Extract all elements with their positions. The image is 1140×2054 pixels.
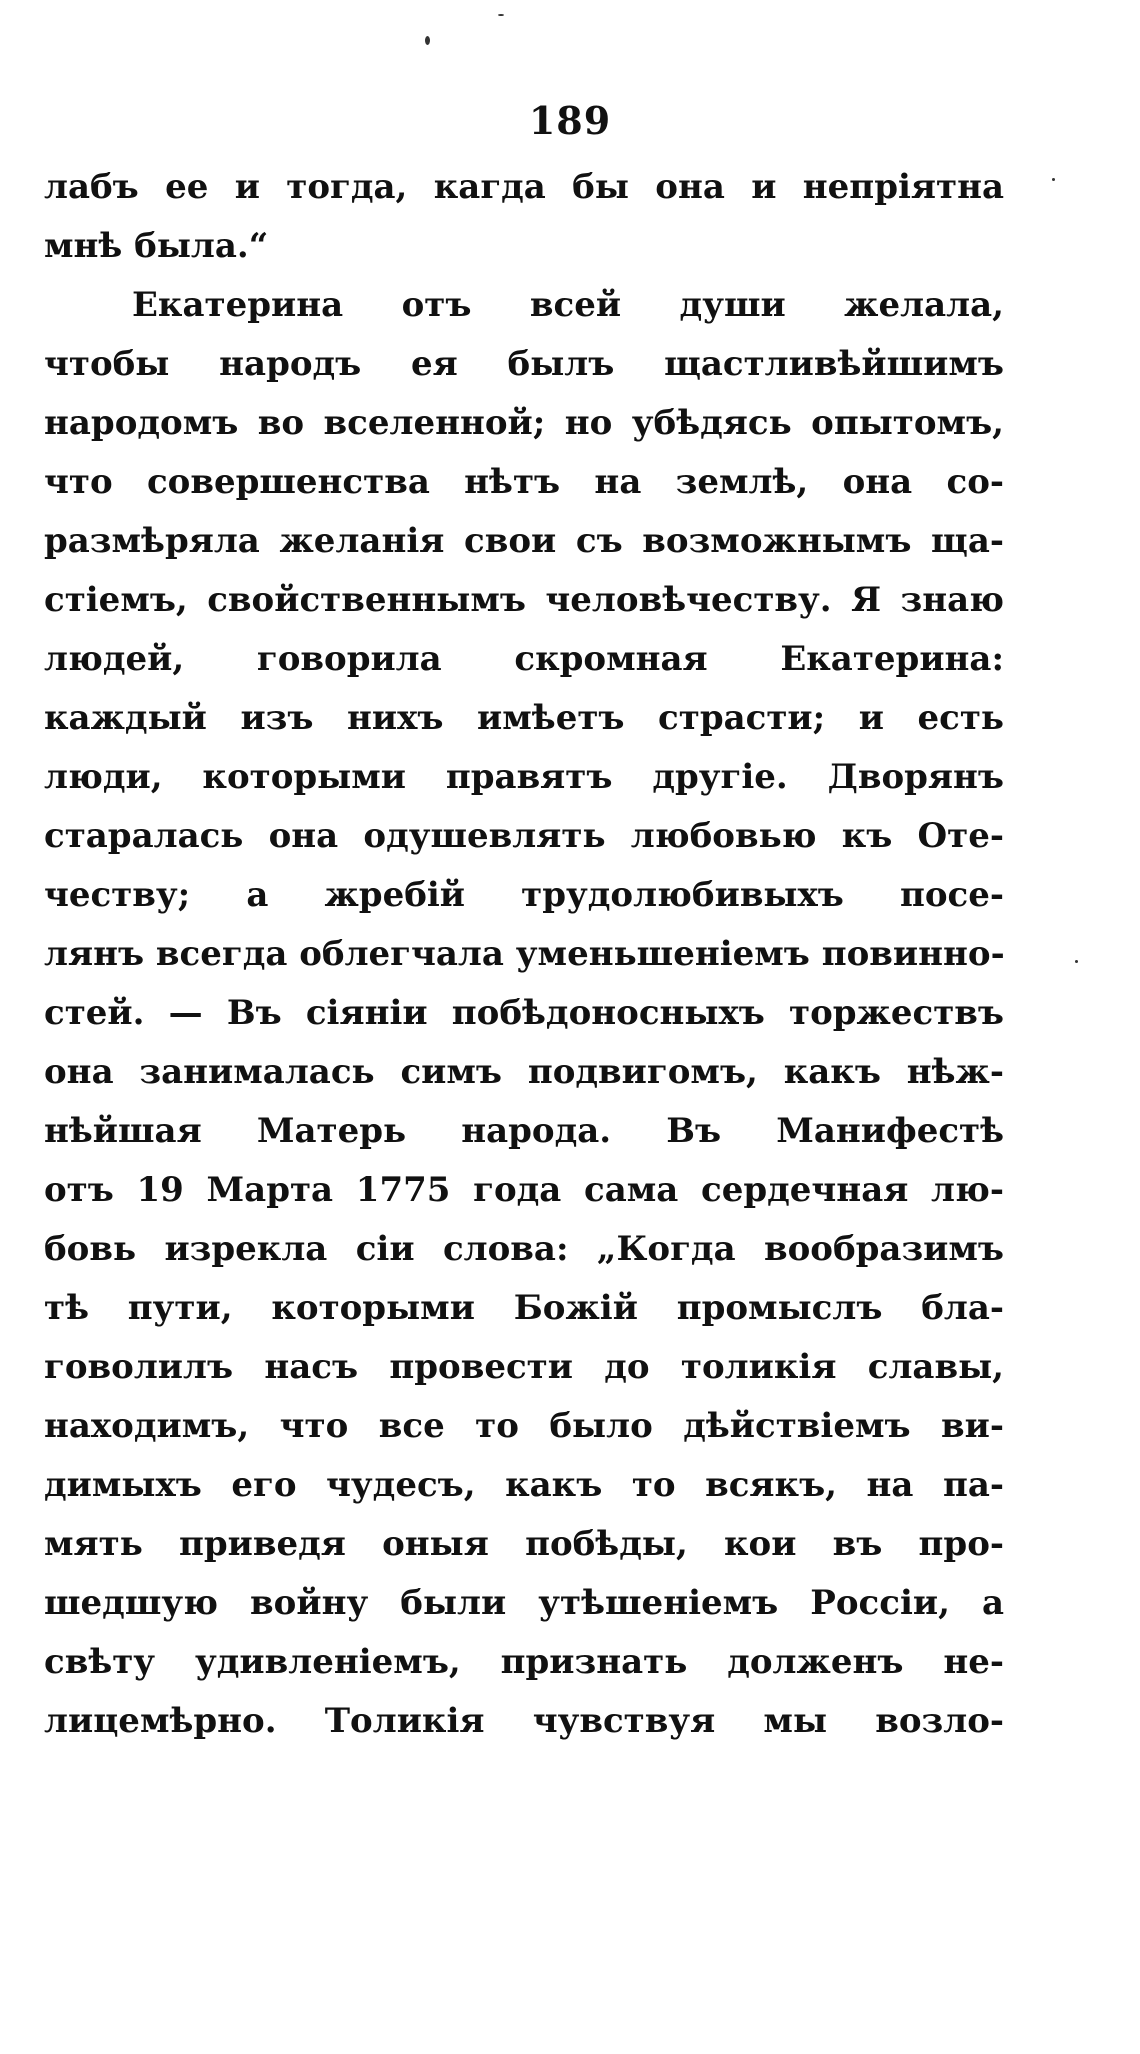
text-line: тѣ пути, которыми Божій промыслъ бла- [44, 1288, 1004, 1328]
ink-speck [425, 36, 430, 45]
text-line: лянъ всегда облегчала уменьшеніемъ повинно- [44, 934, 1005, 974]
ink-speck [498, 14, 504, 16]
text-line: мнѣ была.“ [44, 226, 269, 266]
text-line: старалась она одушевлять любовью къ Оте- [44, 816, 1004, 856]
text-line: лабъ ее и тогда, кагда бы она и непріятна [44, 167, 1004, 207]
body-text [44, 158, 1004, 1751]
text-line: стей. — Въ сіяніи побѣдоносныхъ торжествъ [44, 993, 1004, 1033]
text-line: честву; а жребій трудолюбивыхъ посе- [44, 875, 1004, 915]
text-line: свѣту удивленіемъ, признать долженъ не- [44, 1642, 1004, 1682]
text-line: димыхъ его чудесъ, какъ то всякъ, на па- [44, 1465, 1004, 1505]
text-line: размѣряла желанія свои съ возможнымъ ща- [44, 521, 1004, 561]
text-line: она занималась симъ подвигомъ, какъ нѣж- [44, 1052, 1004, 1092]
text-line: шедшую войну были утѣшеніемъ Россіи, а [44, 1583, 1004, 1623]
text-line: людей, говорила скромная Екатерина: [44, 639, 1004, 679]
text-line: находимъ, что все то было дѣйствіемъ ви- [44, 1406, 1004, 1446]
text-line: отъ 19 Марта 1775 года сама сердечная лю- [44, 1170, 1004, 1210]
text-line: стіемъ, свойственнымъ человѣчеству. Я знаю [44, 580, 1004, 620]
text-line: люди, которыми правятъ другіе. Дворянъ [44, 757, 1004, 797]
ink-speck [1075, 960, 1078, 963]
text-line: лицемѣрно. Толикія чувствуя мы возло- [44, 1701, 1004, 1741]
text-line: нѣйшая Матерь народа. Въ Манифестѣ [44, 1111, 1004, 1151]
text-line: говолилъ насъ провести до толикія славы, [44, 1347, 1004, 1387]
text-line: мять приведя оныя побѣды, кои въ про- [44, 1524, 1004, 1564]
text-line: чтобы народъ ея былъ щастливѣйшимъ [44, 344, 1004, 384]
page-number: 189 [528, 98, 612, 143]
text-line: каждый изъ нихъ имѣетъ страсти; и есть [44, 698, 1004, 738]
text-line: народомъ во вселенной; но убѣдясь опытомъ, [44, 403, 1004, 443]
text-line: Екатерина отъ всей души желала, [132, 285, 1004, 325]
text-line: бовь изрекла сіи слова: „Когда вообразимъ [44, 1229, 1004, 1269]
ink-speck [1052, 178, 1055, 181]
text-line: что совершенства нѣтъ на землѣ, она со- [44, 462, 1004, 502]
